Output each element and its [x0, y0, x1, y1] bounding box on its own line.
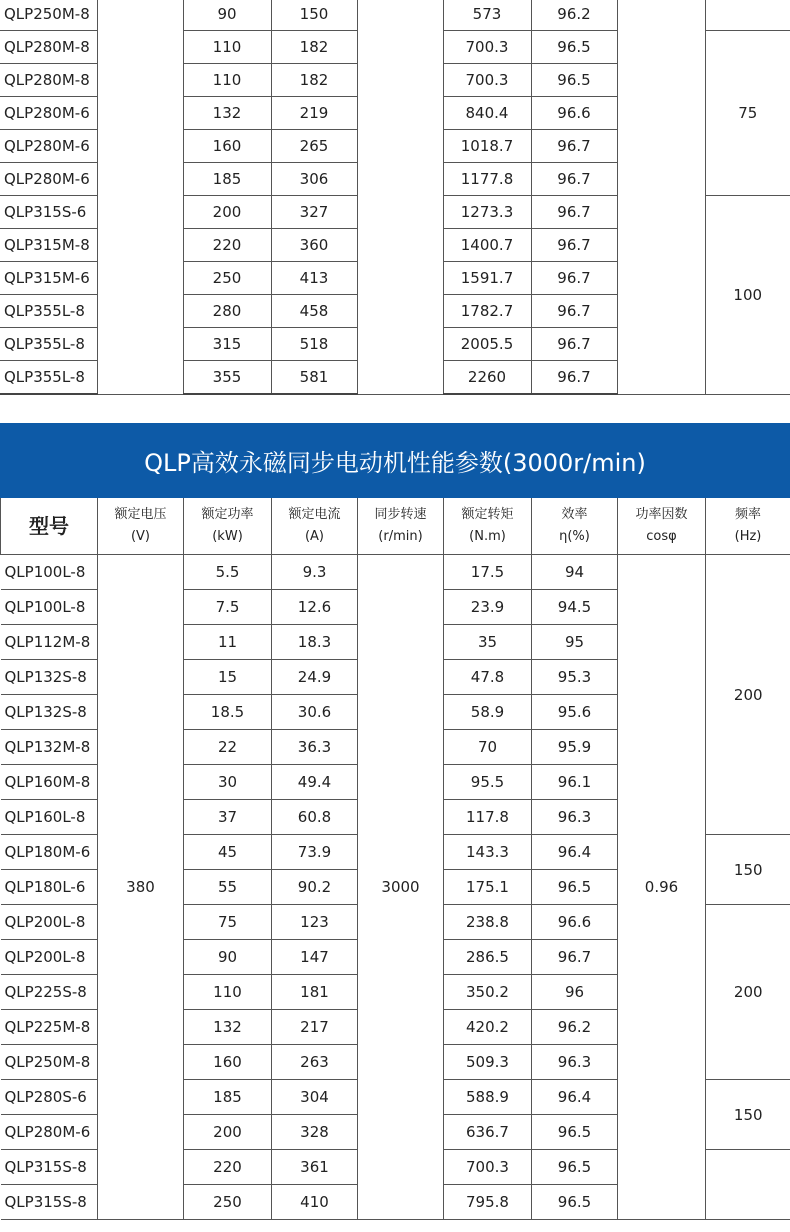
model-cell: QLP132S-8 [1, 660, 98, 695]
efficiency-cell: 95.9 [532, 730, 618, 765]
power-cell: 355 [183, 361, 271, 395]
current-cell: 182 [271, 64, 357, 97]
power-cell: 160 [183, 130, 271, 163]
frequency-cell: 150 [706, 835, 790, 905]
top-table-body [0, 0, 790, 394]
efficiency-cell: 96.4 [532, 1080, 618, 1115]
header-model: 型号 [1, 498, 98, 555]
torque-cell: 573 [443, 0, 531, 31]
power-cell: 90 [184, 940, 272, 975]
torque-cell: 509.3 [444, 1045, 532, 1080]
torque-cell: 840.4 [443, 97, 531, 130]
model-cell: QLP355L-8 [0, 361, 97, 395]
model-cell: QLP160L-8 [1, 800, 98, 835]
power-cell: 185 [183, 163, 271, 196]
torque-cell: 636.7 [444, 1115, 532, 1150]
efficiency-cell: 94.5 [532, 590, 618, 625]
speed-cell: 3000 [358, 555, 444, 1220]
power-factor-cell: 0.96 [618, 555, 706, 1220]
torque-cell: 588.9 [444, 1080, 532, 1115]
efficiency-cell: 96.7 [531, 130, 617, 163]
efficiency-cell: 96.7 [531, 196, 617, 229]
banner-title: QLP高效永磁同步电动机性能参数(3000r/min) [144, 449, 646, 477]
voltage-cell: 380 [98, 555, 184, 1220]
current-cell: 413 [271, 262, 357, 295]
model-cell: QLP355L-8 [0, 328, 97, 361]
power-cell: 5.5 [184, 555, 272, 590]
frequency-cell: 200 [706, 905, 790, 1080]
model-cell: QLP100L-8 [1, 590, 98, 625]
frequency-cell: 200 [706, 555, 790, 835]
efficiency-cell: 96.7 [531, 262, 617, 295]
frequency-cell: 75 [705, 31, 790, 196]
current-cell: 9.3 [272, 555, 358, 590]
torque-cell: 1273.3 [443, 196, 531, 229]
efficiency-cell: 96.5 [532, 1115, 618, 1150]
model-cell: QLP280M-6 [0, 130, 97, 163]
header-power: 额定功率 (kW) [184, 498, 272, 555]
power-cell: 200 [184, 1115, 272, 1150]
current-cell: 30.6 [272, 695, 358, 730]
power-cell: 37 [184, 800, 272, 835]
torque-cell: 1591.7 [443, 262, 531, 295]
torque-cell: 420.2 [444, 1010, 532, 1045]
torque-cell: 1177.8 [443, 163, 531, 196]
current-cell: 49.4 [272, 765, 358, 800]
torque-cell: 2005.5 [443, 328, 531, 361]
current-cell: 73.9 [272, 835, 358, 870]
torque-cell: 2260 [443, 361, 531, 395]
torque-cell: 1400.7 [443, 229, 531, 262]
efficiency-cell: 96.5 [531, 64, 617, 97]
power-cell: 160 [184, 1045, 272, 1080]
torque-cell: 175.1 [444, 870, 532, 905]
current-cell: 265 [271, 130, 357, 163]
current-cell: 181 [272, 975, 358, 1010]
power-cell: 132 [183, 97, 271, 130]
power-cell: 185 [184, 1080, 272, 1115]
power-cell: 220 [183, 229, 271, 262]
current-cell: 182 [271, 31, 357, 64]
power-cell: 250 [184, 1185, 272, 1220]
frequency-cell: 100 [705, 196, 790, 395]
speed-cell [357, 0, 443, 394]
torque-cell: 700.3 [444, 1150, 532, 1185]
model-cell: QLP315M-8 [0, 229, 97, 262]
header-efficiency: 效率 η(%) [532, 498, 618, 555]
current-cell: 18.3 [272, 625, 358, 660]
current-cell: 327 [271, 196, 357, 229]
torque-cell: 1782.7 [443, 295, 531, 328]
model-cell: QLP180L-6 [1, 870, 98, 905]
power-cell: 250 [183, 262, 271, 295]
model-cell: QLP225S-8 [1, 975, 98, 1010]
model-cell: QLP112M-8 [1, 625, 98, 660]
power-cell: 30 [184, 765, 272, 800]
current-cell: 60.8 [272, 800, 358, 835]
power-cell: 18.5 [184, 695, 272, 730]
model-cell: QLP280M-8 [0, 64, 97, 97]
model-cell: QLP200L-8 [1, 905, 98, 940]
voltage-cell [97, 0, 183, 394]
torque-cell: 23.9 [444, 590, 532, 625]
model-cell: QLP280M-6 [1, 1115, 98, 1150]
torque-cell: 17.5 [444, 555, 532, 590]
efficiency-cell: 96.5 [532, 1150, 618, 1185]
current-cell: 304 [272, 1080, 358, 1115]
efficiency-cell: 96.7 [531, 361, 617, 395]
efficiency-cell: 94 [532, 555, 618, 590]
power-cell: 55 [184, 870, 272, 905]
model-cell: QLP250M-8 [1, 1045, 98, 1080]
efficiency-cell: 96.1 [532, 765, 618, 800]
current-cell: 458 [271, 295, 357, 328]
efficiency-cell: 96.5 [532, 1185, 618, 1220]
power-cell: 7.5 [184, 590, 272, 625]
current-cell: 581 [271, 361, 357, 395]
power-cell: 110 [183, 64, 271, 97]
power-cell: 280 [183, 295, 271, 328]
efficiency-cell: 96.6 [532, 905, 618, 940]
current-cell: 410 [272, 1185, 358, 1220]
torque-cell: 70 [444, 730, 532, 765]
power-cell: 132 [184, 1010, 272, 1045]
torque-cell: 238.8 [444, 905, 532, 940]
power-cell: 315 [183, 328, 271, 361]
power-cell: 110 [184, 975, 272, 1010]
model-cell: QLP225M-8 [1, 1010, 98, 1045]
efficiency-cell: 96.7 [531, 295, 617, 328]
current-cell: 306 [271, 163, 357, 196]
torque-cell: 350.2 [444, 975, 532, 1010]
spec-table-body [1, 555, 790, 1220]
current-cell: 12.6 [272, 590, 358, 625]
current-cell: 36.3 [272, 730, 358, 765]
power-cell: 75 [184, 905, 272, 940]
frequency-cell [705, 0, 790, 31]
current-cell: 147 [272, 940, 358, 975]
power-cell: 220 [184, 1150, 272, 1185]
current-cell: 360 [271, 229, 357, 262]
torque-cell: 700.3 [443, 31, 531, 64]
frequency-cell [706, 1150, 790, 1220]
power-cell: 45 [184, 835, 272, 870]
torque-cell: 47.8 [444, 660, 532, 695]
torque-cell: 143.3 [444, 835, 532, 870]
efficiency-cell: 96.5 [531, 31, 617, 64]
model-cell: QLP250M-8 [0, 0, 97, 31]
efficiency-cell: 96.2 [531, 0, 617, 31]
torque-cell: 795.8 [444, 1185, 532, 1220]
current-cell: 361 [272, 1150, 358, 1185]
torque-cell: 58.9 [444, 695, 532, 730]
efficiency-cell: 96.7 [532, 940, 618, 975]
power-cell: 22 [184, 730, 272, 765]
torque-cell: 286.5 [444, 940, 532, 975]
model-cell: QLP132S-8 [1, 695, 98, 730]
torque-cell: 95.5 [444, 765, 532, 800]
current-cell: 518 [271, 328, 357, 361]
model-cell: QLP315S-8 [1, 1150, 98, 1185]
power-cell: 200 [183, 196, 271, 229]
current-cell: 90.2 [272, 870, 358, 905]
table-row [0, 0, 790, 31]
model-cell: QLP200L-8 [1, 940, 98, 975]
header-power-factor: 功率因数 cosφ [618, 498, 706, 555]
current-cell: 263 [272, 1045, 358, 1080]
frequency-cell: 150 [706, 1080, 790, 1150]
power-cell: 110 [183, 31, 271, 64]
header-speed: 同步转速 (r/min) [358, 498, 444, 555]
model-cell: QLP132M-8 [1, 730, 98, 765]
model-cell: QLP280M-6 [0, 97, 97, 130]
current-cell: 219 [271, 97, 357, 130]
model-cell: QLP100L-8 [1, 555, 98, 590]
model-cell: QLP280M-6 [0, 163, 97, 196]
model-cell: QLP160M-8 [1, 765, 98, 800]
header-row [1, 498, 790, 555]
power-cell: 11 [184, 625, 272, 660]
model-cell: QLP315S-8 [1, 1185, 98, 1220]
model-cell: QLP315M-6 [0, 262, 97, 295]
model-cell: QLP315S-6 [0, 196, 97, 229]
torque-cell: 35 [444, 625, 532, 660]
efficiency-cell: 96.2 [532, 1010, 618, 1045]
model-cell: QLP180M-6 [1, 835, 98, 870]
efficiency-cell: 96.4 [532, 835, 618, 870]
torque-cell: 700.3 [443, 64, 531, 97]
header-frequency: 频率 (Hz) [706, 498, 790, 555]
current-cell: 217 [272, 1010, 358, 1045]
model-cell: QLP280S-6 [1, 1080, 98, 1115]
efficiency-cell: 95.6 [532, 695, 618, 730]
header-current: 额定电流 (A) [272, 498, 358, 555]
model-cell: QLP355L-8 [0, 295, 97, 328]
efficiency-cell: 96.7 [531, 229, 617, 262]
section-banner [0, 423, 790, 498]
model-cell: QLP280M-8 [0, 31, 97, 64]
efficiency-cell: 96 [532, 975, 618, 1010]
spec-table [0, 498, 790, 1220]
power-factor-cell [617, 0, 705, 394]
header-torque: 额定转矩 (N.m) [444, 498, 532, 555]
efficiency-cell: 96.6 [531, 97, 617, 130]
efficiency-cell: 96.3 [532, 1045, 618, 1080]
efficiency-cell: 95.3 [532, 660, 618, 695]
efficiency-cell: 96.3 [532, 800, 618, 835]
top-spec-table [0, 0, 790, 395]
current-cell: 328 [272, 1115, 358, 1150]
power-cell: 90 [183, 0, 271, 31]
efficiency-cell: 95 [532, 625, 618, 660]
current-cell: 123 [272, 905, 358, 940]
power-cell: 15 [184, 660, 272, 695]
efficiency-cell: 96.7 [531, 328, 617, 361]
efficiency-cell: 96.5 [532, 870, 618, 905]
torque-cell: 117.8 [444, 800, 532, 835]
efficiency-cell: 96.7 [531, 163, 617, 196]
table-row [1, 555, 790, 590]
header-voltage: 额定电压 (V) [98, 498, 184, 555]
torque-cell: 1018.7 [443, 130, 531, 163]
current-cell: 150 [271, 0, 357, 31]
current-cell: 24.9 [272, 660, 358, 695]
